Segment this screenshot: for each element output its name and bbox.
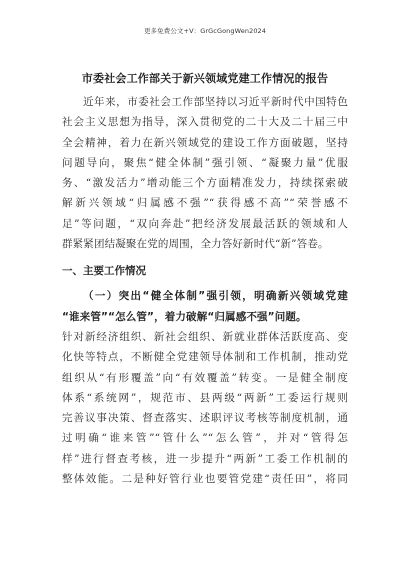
paragraph-line: 足”等问题，“双向奔赴”把经济发展最活跃的领域和人 <box>62 217 348 230</box>
paragraph-line: 群紧紧团结凝聚在党的周围，全力答好新时代“新”答卷。 <box>62 238 329 251</box>
paragraph-line: 问题导向，聚焦“健全体制”强引领、“凝聚力量”优服 <box>62 156 348 169</box>
watermark-text: 更多免费公文+V：GrGcGongWen2024 <box>143 27 267 35</box>
paragraph-line: 全会精神，着力在新兴领域党的建设工作方面破题，坚持 <box>62 136 348 149</box>
paragraph-line: 解新兴领域“归属感不强”“获得感不高”“荣誉感不 <box>62 197 348 210</box>
document-title: 市委社会工作部关于新兴领域党建工作情况的报告 <box>81 72 329 85</box>
paragraph-line: 务、“激发活力”增动能三个方面精准发力，持续探索破 <box>62 177 348 190</box>
paragraph-line: 近年来，市委社会工作部坚持以习近平新时代中国特色 <box>83 96 348 108</box>
paragraph-line: 完善议事决策、督查落实、述职评议考核等制度机制，通 <box>62 412 348 425</box>
paragraph-line: 化快等特点，不断健全党建领导体制和工作机制，推动党 <box>62 351 348 364</box>
paragraph-line: 针对新经济组织、新社会组织、新就业群体活跃度高、变 <box>62 330 348 343</box>
subsection-line: （一）突出“健全体制”强引领，明确新兴领域党建 <box>83 290 348 303</box>
section-heading: 一、主要工作情况 <box>62 265 146 278</box>
subsection-line: “谁来管”“怎么管”，着力破解“归属感不强”问题。 <box>62 310 307 323</box>
paragraph-line: 体系“系统网”，规范市、县两级“两新”工委运行规则 <box>62 391 348 404</box>
intro-paragraph <box>62 92 348 254</box>
paragraph-line: 整体效能。二是种好管行业也要管党建“责任田”，将同 <box>62 473 348 486</box>
paragraph-line: 组织从“有形覆盖”向“有效覆盖”转变。一是健全制度 <box>62 371 348 384</box>
subsection-heading <box>62 286 348 327</box>
paragraph-line: 样”进行督查考核，进一步提升“两新”工委工作机制的 <box>62 452 348 465</box>
paragraph-line: 过明确“谁来管”“管什么”“怎么管”，并对“管得怎 <box>62 432 348 445</box>
document-body <box>62 92 348 489</box>
paragraph-line: 社会主义思想为指导，深入贯彻党的二十大及二十届三中 <box>62 116 348 129</box>
body-paragraph <box>62 327 348 489</box>
